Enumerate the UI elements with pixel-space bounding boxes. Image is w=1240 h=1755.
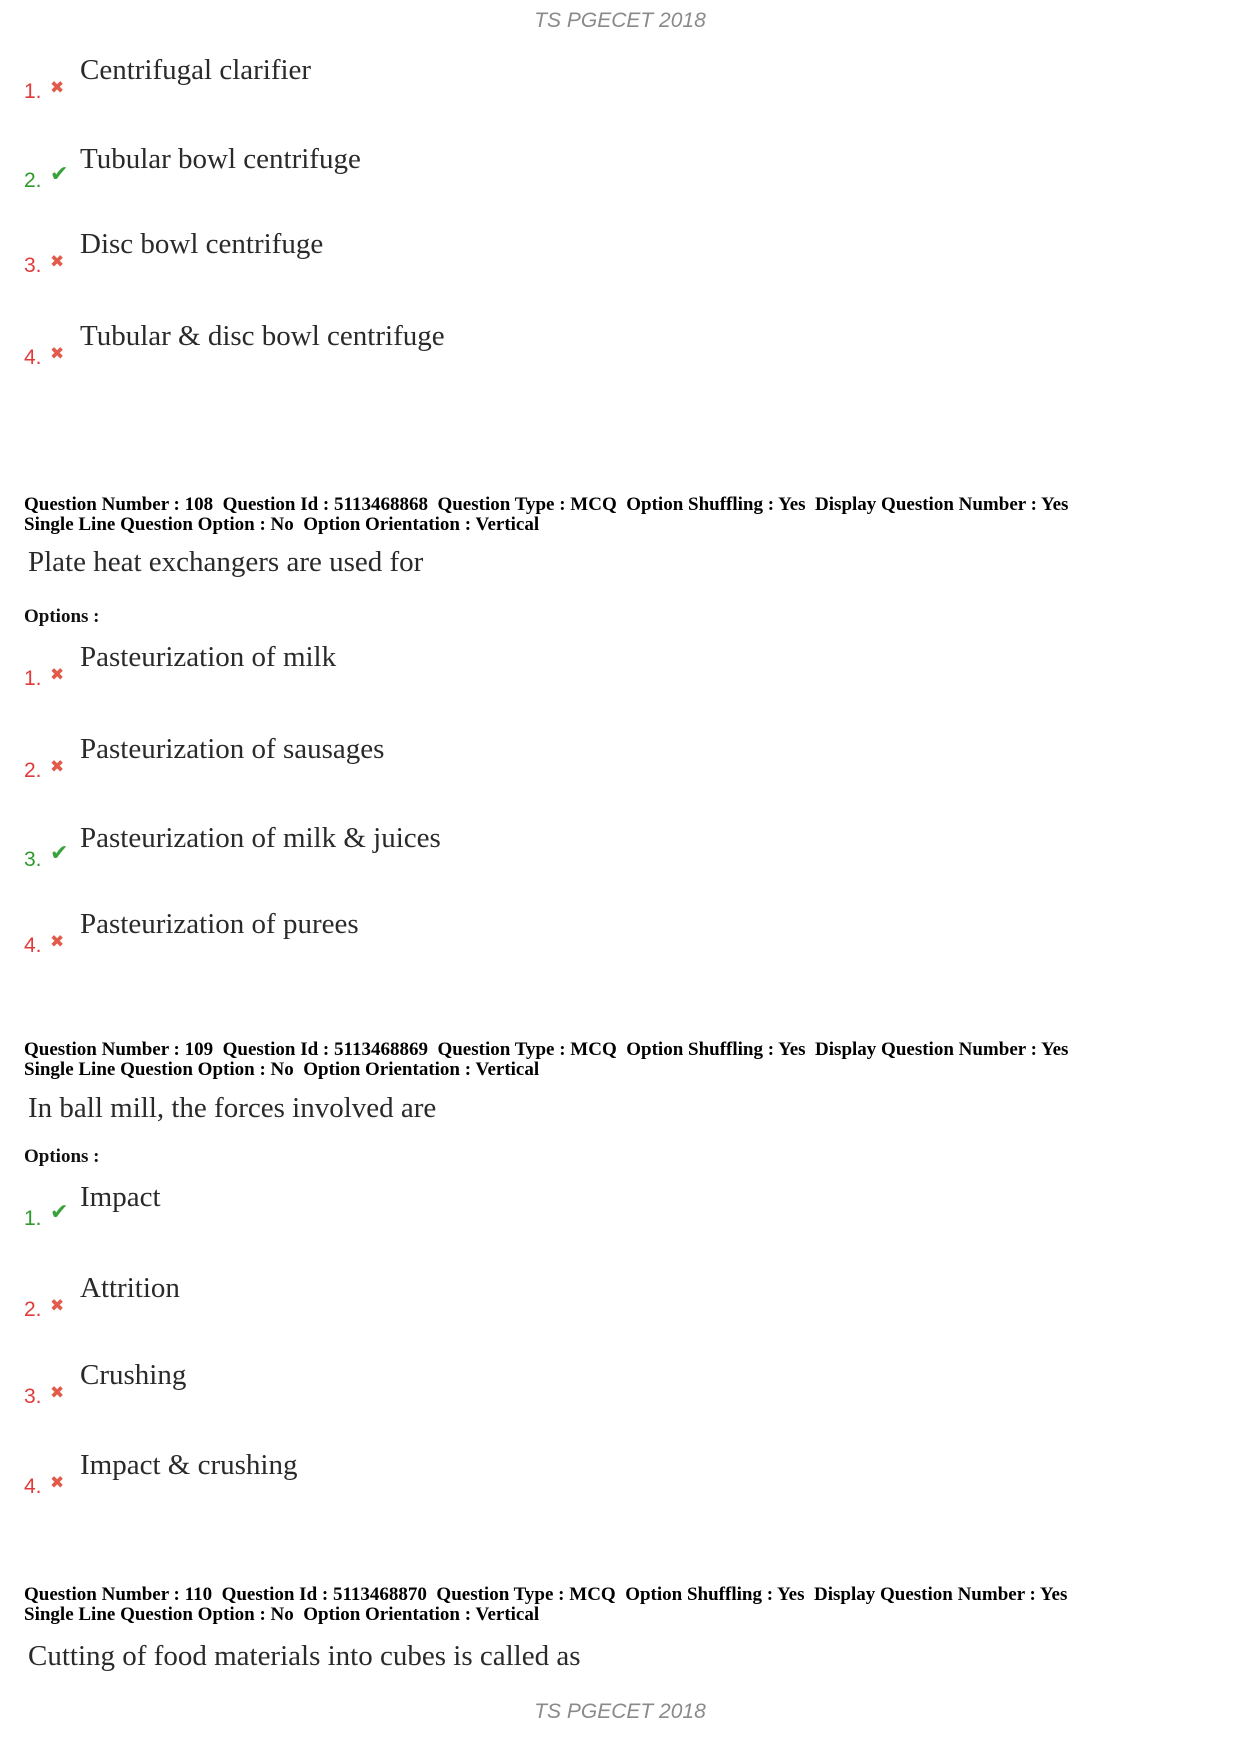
cross-icon: ✖ — [50, 757, 65, 777]
option-item — [24, 733, 924, 783]
question-meta: Question Number : 109 Question Id : 5113468869 Question Type : MCQ Option Shuffling : Yes Display Question Number : Yes — [24, 1039, 1069, 1060]
cross-icon: ✖ — [50, 1296, 65, 1316]
page-footer: TS PGECET 2018 — [534, 1700, 706, 1723]
question-meta: Question Number : 108 Question Id : 5113468868 Question Type : MCQ Option Shuffling : Yes Display Question Number : Yes — [24, 494, 1069, 515]
page-header: TS PGECET 2018 — [534, 9, 706, 32]
option-text: Pasteurization of milk & juices — [80, 822, 441, 854]
option-item — [24, 908, 924, 958]
option-text: Crushing — [80, 1359, 187, 1391]
check-icon: ✔ — [50, 841, 69, 866]
question-meta: Single Line Question Option : No Option Orientation : Vertical — [24, 1604, 540, 1625]
options-label: Options : — [24, 606, 100, 627]
option-number: 3. — [24, 254, 42, 277]
option-number: 4. — [24, 1475, 42, 1498]
option-text: Pasteurization of sausages — [80, 733, 385, 765]
option-number: 2. — [24, 1298, 42, 1321]
check-icon: ✔ — [50, 162, 69, 187]
option-text: Centrifugal clarifier — [80, 54, 312, 86]
option-item — [24, 1449, 924, 1499]
option-number: 2. — [24, 759, 42, 782]
option-item — [24, 641, 924, 691]
option-text: Pasteurization of purees — [80, 908, 359, 940]
option-text: Tubular & disc bowl centrifuge — [80, 320, 445, 352]
option-text: Pasteurization of milk — [80, 641, 337, 673]
option-item — [24, 143, 924, 193]
option-number: 4. — [24, 346, 42, 369]
option-number: 1. — [24, 1207, 42, 1230]
option-text: Tubular bowl centrifuge — [80, 143, 361, 175]
question-text: Cutting of food materials into cubes is called as — [28, 1640, 581, 1672]
option-item — [24, 320, 924, 370]
cross-icon: ✖ — [50, 344, 65, 364]
question-text: In ball mill, the forces involved are — [28, 1092, 437, 1124]
option-item — [24, 228, 924, 278]
option-number: 1. — [24, 80, 42, 103]
question-meta: Single Line Question Option : No Option Orientation : Vertical — [24, 1059, 540, 1080]
check-icon: ✔ — [50, 1200, 69, 1225]
cross-icon: ✖ — [50, 78, 65, 98]
option-item — [24, 54, 924, 104]
cross-icon: ✖ — [50, 1383, 65, 1403]
option-item — [24, 1359, 924, 1409]
option-number: 3. — [24, 1385, 42, 1408]
option-item — [24, 1181, 924, 1231]
cross-icon: ✖ — [50, 665, 65, 685]
option-number: 2. — [24, 169, 42, 192]
cross-icon: ✖ — [50, 252, 65, 272]
option-number: 1. — [24, 667, 42, 690]
option-text: Attrition — [80, 1272, 180, 1304]
option-text: Impact — [80, 1181, 161, 1213]
cross-icon: ✖ — [50, 932, 65, 952]
question-meta: Single Line Question Option : No Option Orientation : Vertical — [24, 514, 540, 535]
question-text: Plate heat exchangers are used for — [28, 546, 424, 578]
question-meta: Question Number : 110 Question Id : 5113468870 Question Type : MCQ Option Shuffling : Yes Display Question Number : Yes — [24, 1584, 1068, 1605]
option-item — [24, 1272, 924, 1322]
option-number: 4. — [24, 934, 42, 957]
option-text: Impact & crushing — [80, 1449, 298, 1481]
option-item — [24, 822, 924, 872]
option-text: Disc bowl centrifuge — [80, 228, 324, 260]
options-label: Options : — [24, 1146, 100, 1167]
option-number: 3. — [24, 848, 42, 871]
cross-icon: ✖ — [50, 1473, 65, 1493]
